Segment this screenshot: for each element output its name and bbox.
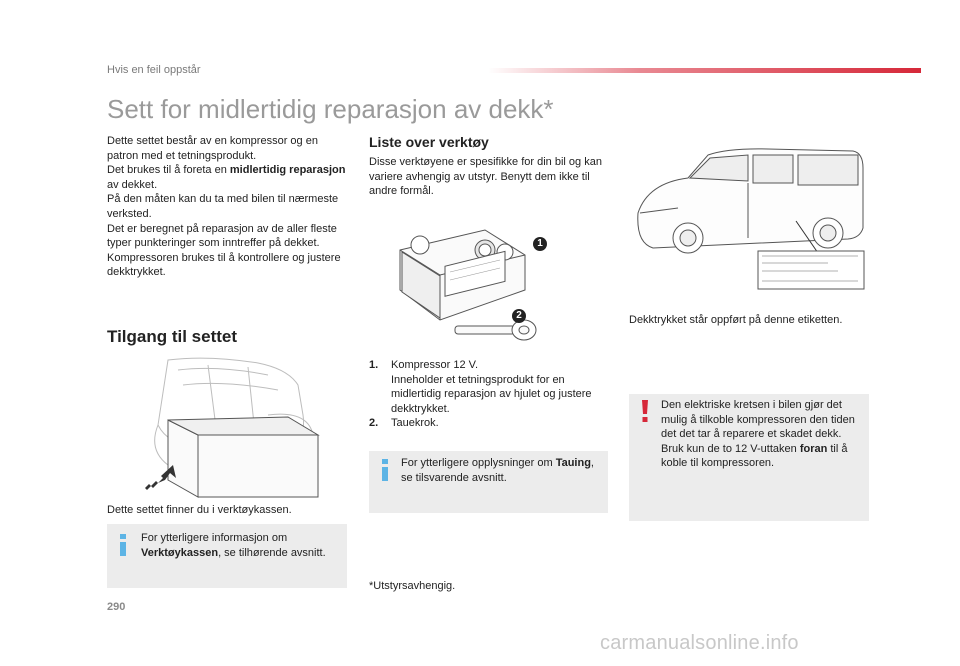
page-number: 290 [107,601,126,613]
toolbox-info-box [107,524,347,588]
warning-icon [639,400,651,422]
warning-text: Den elektriske kretsen i bilen gjør det mulig å tilkoble kompressoren den tiden det det tar å reparere et skadet dekk. Bruk kun de to 12 V-uttaken foran til å koble til kompressoren. [661,399,855,470]
arrow-icon [143,462,179,492]
watermark: carmanualsonline.info [600,632,799,654]
intro-p1: Dette settet består av en kompressor og en patron med et tetningsprodukt. [107,135,318,162]
header-accent-bar [488,68,921,73]
intro-p2: Det brukes til å foreta en midlertidig reparasjon av dekket. [107,164,346,191]
towing-info-box [369,451,608,513]
callout-2: 2 [512,309,526,323]
list-item: 1. Kompressor 12 V. Inneholder et tetningsprodukt for en midlertidig reparasjon av hjulet og justere dekktrykket. [369,359,592,415]
page-title: Sett for midlertidig reparasjon av dekk* [107,94,554,124]
access-heading: Tilgang til settet [107,327,238,346]
intro-p5: Kompressoren brukes til å kontrollere og justere dekktrykket. [107,251,341,279]
van-illustration [628,143,868,293]
footnote: *Utstyrsavhengig. [369,580,456,592]
intro-p4: Det er beregnet på reparasjon av de aller fleste typer punkteringer som inntreffer på dekket. [107,222,337,250]
repair-kit-illustration [390,210,540,350]
tools-heading: Liste over verktøy [369,134,489,150]
intro-text [107,134,352,280]
warning-box [629,394,869,521]
callout-1: 1 [533,237,547,251]
tools-intro: Disse verktøyene er spesifikke for din bil og kan variere avhengig av utstyr. Benytt dem ikke til andre formål. [369,156,602,198]
toolbox-info-text: For ytterligere informasjon om Verktøykassen, se tilhørende avsnitt. [141,532,326,559]
info-icon [379,459,391,481]
list-item: 2. Tauekrok. [369,417,439,430]
info-icon [117,534,129,556]
tools-list [369,358,609,431]
intro-p3: På den måten kan du ta med bilen til nærmeste verksted. [107,193,339,220]
pressure-caption: Dekktrykket står oppført på denne etiketten. [629,314,843,326]
access-caption: Dette settet finner du i verktøykassen. [107,504,292,516]
towing-info-text: For ytterligere opplysninger om Tauing, se tilsvarende avsnitt. [401,457,594,484]
section-header: Hvis en feil oppstår [107,64,201,76]
